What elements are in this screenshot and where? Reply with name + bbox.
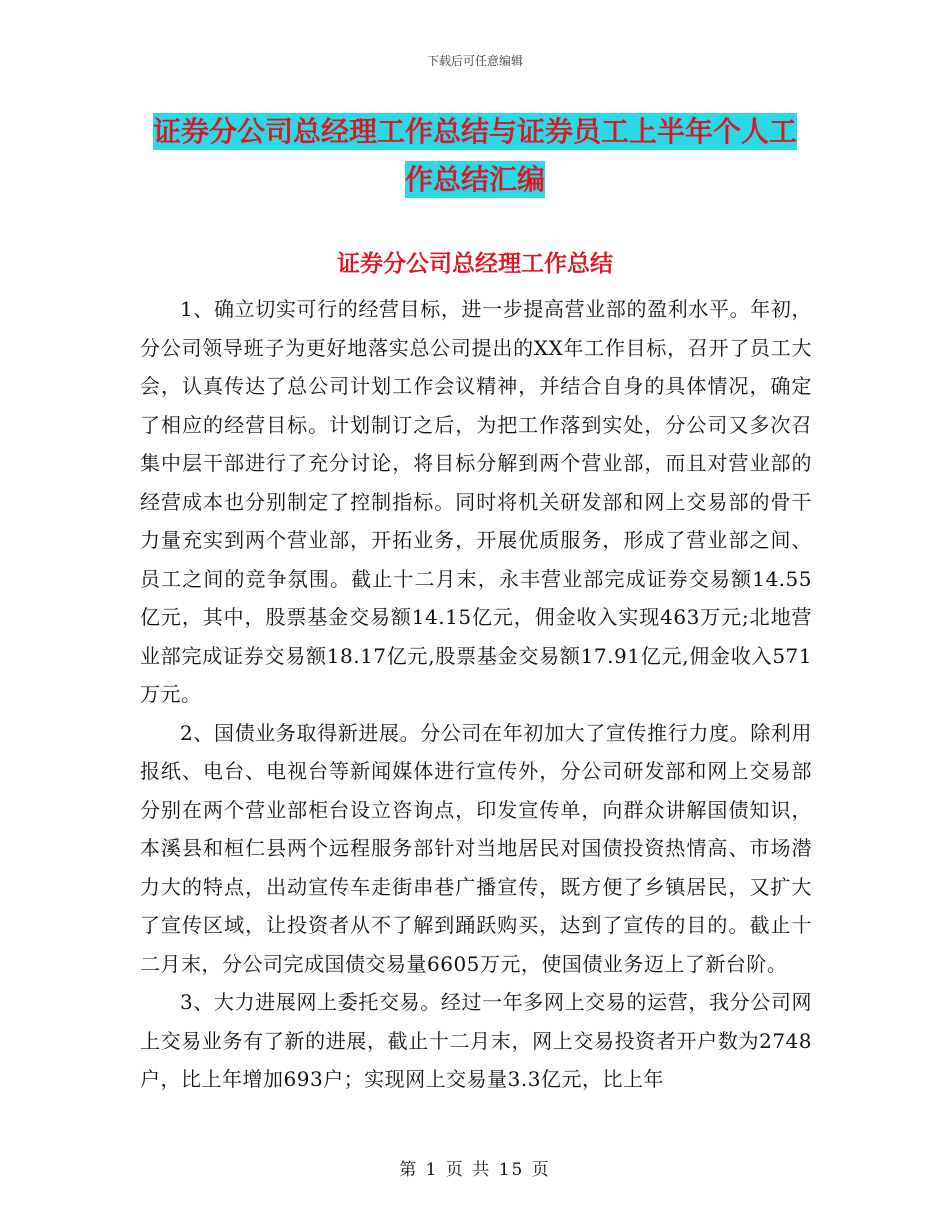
page-footer: 第 1 页 共 15 页 (399, 1160, 551, 1180)
document-title-line-2: 作总结汇编 (404, 163, 545, 196)
section-title: 证券分公司总经理工作总结 (337, 251, 613, 277)
body-text (140, 290, 812, 1099)
paragraph-3: 3、大力进展网上委托交易。经过一年多网上交易的运营，我分公司网上交易业务有了新的进展，截止十二月末，网上交易投资者开户数为2748户，比上年增加693户；实现网上交易量3.3亿元，比上年 (140, 990, 812, 1091)
document-title (140, 108, 810, 204)
header-note: 下载后可任意编辑 (426, 54, 523, 68)
paragraph-2: 2、国债业务取得新进展。分公司在年初加大了宣传推行力度。除利用报纸、电台、电视台等新闻媒体进行宣传外，分公司研发部和网上交易部分别在两个营业部柜台设立咨询点，印发宣传单，向群众讲解国债知识，本溪县和桓仁县两个远程服务部针对当地居民对国债投资热情高、市场潜力大的特点，出动宣传车走街串巷广播宣传，既方便了乡镇居民，又扩大了宣传区域，让投资者从不了解到踊跃购买，达到了宣传的目的。截止十二月末，分公司完成国债交易量6605万元，使国债业务迈上了新台阶。 (140, 720, 812, 976)
paragraph-1: 1、确立切实可行的经营目标，进一步提高营业部的盈利水平。年初，分公司领导班子为更好地落实总公司提出的XX年工作目标，召开了员工大会，认真传达了总公司计划工作会议精神，并结合自身的具体情况，确定了相应的经营目标。计划制订之后，为把工作落到实处，分公司又多次召集中层干部进行了充分讨论，将目标分解到两个营业部，而且对营业部的经营成本也分别制定了控制指标。同时将机关研发部和网上交易部的骨干力量充实到两个营业部，开拓业务，开展优质服务，形成了营业部之间、员工之间的竞争氛围。截止十二月末，永丰营业部完成证券交易额14.55亿元，其中，股票基金交易额14.15亿元，佣金收入实现463万元;北地营业部完成证券交易额18.17亿元,股票基金交易额17.91亿元,佣金收入571万元。 (140, 297, 812, 706)
document-title-line-1: 证券分公司总经理工作总结与证券员工上半年个人工 (152, 115, 797, 148)
